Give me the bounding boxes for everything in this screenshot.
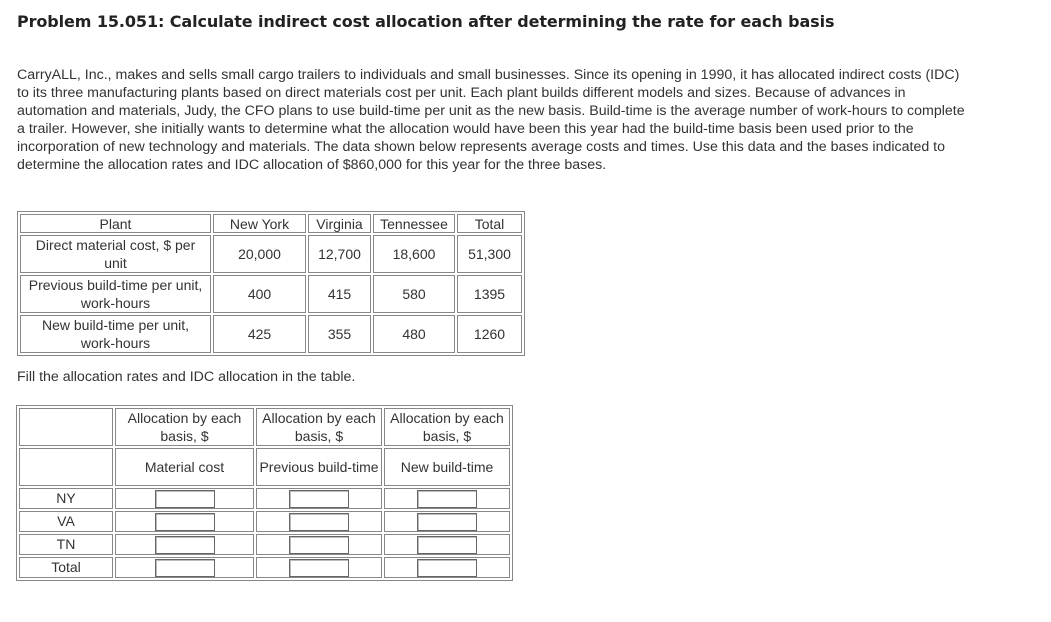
problem-title: Problem 15.051: Calculate indirect cost allocation after determining the rate for each basis bbox=[17, 12, 835, 31]
table-cell: 1260 bbox=[457, 315, 522, 353]
va-material-cost-input[interactable] bbox=[155, 513, 215, 531]
ny-new-build-time-input[interactable] bbox=[417, 490, 477, 508]
column-subheader: Material cost bbox=[115, 448, 254, 486]
total-new-build-time-input[interactable] bbox=[417, 559, 477, 577]
column-header: Virginia bbox=[308, 214, 371, 233]
column-subheader: New build-time bbox=[384, 448, 510, 486]
column-subheader: Previous build-time bbox=[256, 448, 382, 486]
table-cell: 18,600 bbox=[373, 235, 455, 273]
tn-previous-build-time-input[interactable] bbox=[289, 536, 349, 554]
table-cell: 20,000 bbox=[213, 235, 306, 273]
column-header: Tennessee bbox=[373, 214, 455, 233]
table-cell: 425 bbox=[213, 315, 306, 353]
va-new-build-time-input[interactable] bbox=[417, 513, 477, 531]
table-cell: 480 bbox=[373, 315, 455, 353]
ny-material-cost-input[interactable] bbox=[155, 490, 215, 508]
row-label: Total bbox=[19, 557, 113, 578]
allocation-answer-table bbox=[16, 405, 513, 581]
column-header: New York bbox=[213, 214, 306, 233]
table-cell: 1395 bbox=[457, 275, 522, 313]
table-cell: 355 bbox=[308, 315, 371, 353]
plant-data-table bbox=[17, 211, 525, 356]
column-header: Total bbox=[457, 214, 522, 233]
row-label: TN bbox=[19, 534, 113, 555]
corner-cell bbox=[19, 448, 113, 486]
row-label: Previous build-time per unit, work-hours bbox=[20, 275, 211, 313]
column-header: Allocation by each basis, $ bbox=[256, 408, 382, 446]
table-cell: 400 bbox=[213, 275, 306, 313]
row-label: Direct material cost, $ per unit bbox=[20, 235, 211, 273]
column-header: Plant bbox=[20, 214, 211, 233]
column-header: Allocation by each basis, $ bbox=[384, 408, 510, 446]
row-label: VA bbox=[19, 511, 113, 532]
total-previous-build-time-input[interactable] bbox=[289, 559, 349, 577]
ny-previous-build-time-input[interactable] bbox=[289, 490, 349, 508]
row-label: New build-time per unit, work-hours bbox=[20, 315, 211, 353]
total-material-cost-input[interactable] bbox=[155, 559, 215, 577]
tn-material-cost-input[interactable] bbox=[155, 536, 215, 554]
problem-description: CarryALL, Inc., makes and sells small cargo trailers to individuals and small businesses. Since its opening in 1990, it has allocated indirect costs (IDC) to its three manufacturing plants based on direct materials cost per unit. Each plant builds different models and sizes. Because of advances in automation and materials, Judy, the CFO plans to use build-time per unit as the new basis. Build-time is the average number of work-hours to complete a trailer. However, she initially wants to determine what the allocation would have been this year had the build-time basis been used prior to the incorporation of new technology and materials. The data shown below represents average costs and times. Use this data and the bases indicated to determine the allocation rates and IDC allocation of $860,000 for this year for the three bases. bbox=[17, 67, 965, 173]
corner-cell bbox=[19, 408, 113, 446]
instruction-text: Fill the allocation rates and IDC allocation in the table. bbox=[17, 369, 356, 385]
table-cell: 580 bbox=[373, 275, 455, 313]
table-cell: 51,300 bbox=[457, 235, 522, 273]
table-cell: 415 bbox=[308, 275, 371, 313]
row-label: NY bbox=[19, 488, 113, 509]
table-cell: 12,700 bbox=[308, 235, 371, 273]
va-previous-build-time-input[interactable] bbox=[289, 513, 349, 531]
column-header: Allocation by each basis, $ bbox=[115, 408, 254, 446]
tn-new-build-time-input[interactable] bbox=[417, 536, 477, 554]
